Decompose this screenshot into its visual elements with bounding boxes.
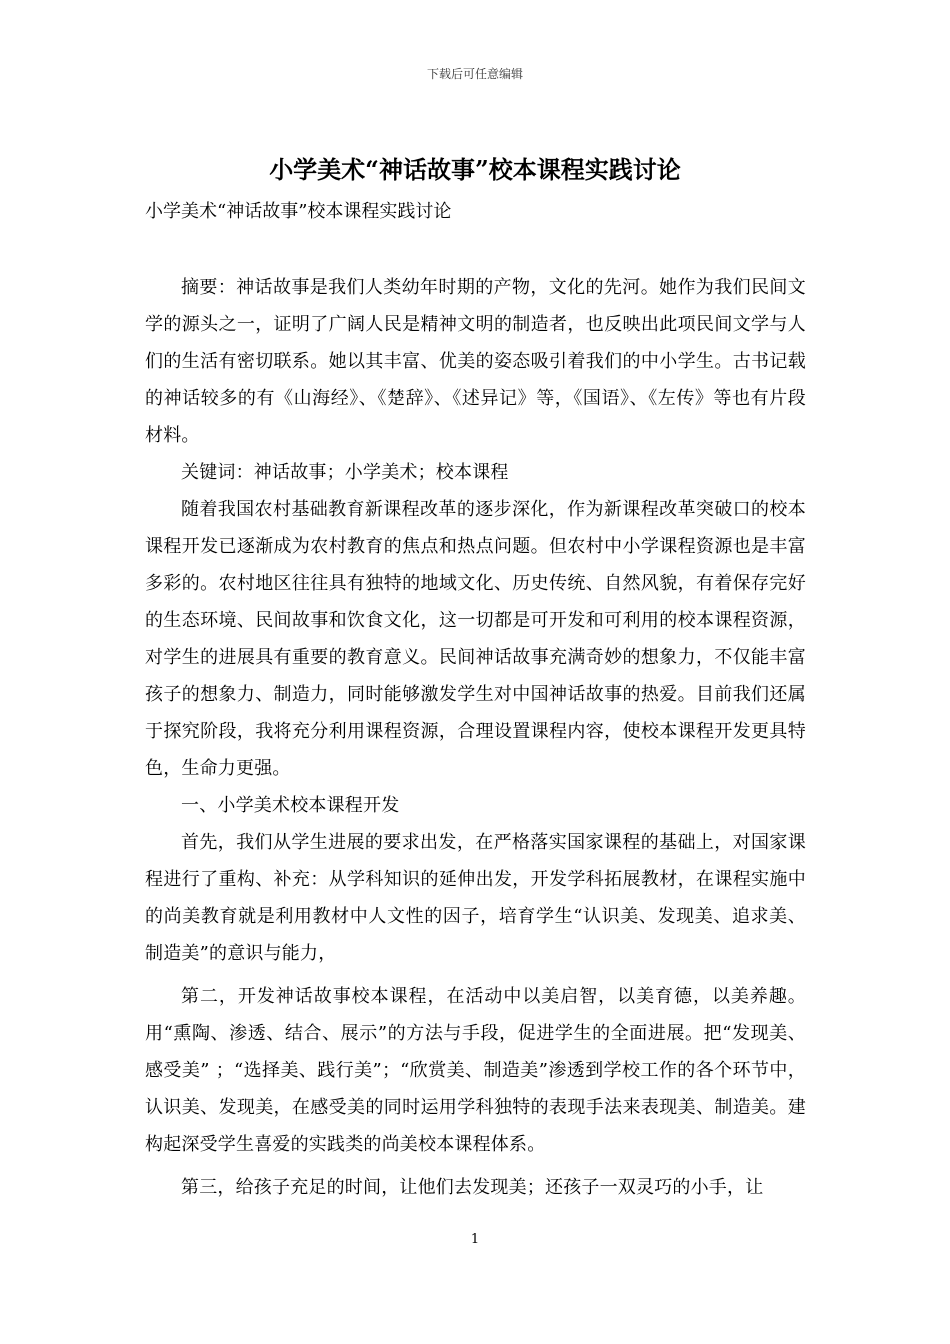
keywords-paragraph: 关键词：神话故事；小学美术；校本课程 — [181, 462, 509, 483]
abstract-paragraph: 摘要：神话故事是我们人类幼年时期的产物，文化的先河。她作为我们民间文学的源头之一，证明了广阔人民是精神文明的制造者，也反映出此项民间文学与人们的生活有密切联系。她以其丰富、优美的姿态吸引着我们的中小学生。古书记载的神话较多的有《山海经》、《楚辞》、《述异记》等，《国语》、《左传》等也有片段材料。 — [145, 277, 806, 446]
document-subtitle: 小学美术“神话故事”校本课程实践讨论 — [145, 201, 452, 222]
document-body — [145, 269, 806, 1206]
section-heading: 一、小学美术校本课程开发 — [181, 795, 400, 816]
body-paragraph: 第二，开发神话故事校本课程，在活动中以美启智，以美育德，以美养趣。用“熏陶、渗透、结合、展示”的方法与手段，促进学生的全面进展。把“发现美、感受美” ；“选择美、践行美”；“欣赏美、制造美”渗透到学校工作的各个环节中，认识美、发现美，在感受美的同时运用学科独特的表现手法来表现美、制造美。建构起深受学生喜爱的实践类的尚美校本课程体系。 — [145, 986, 806, 1155]
body-paragraph: 随着我国农村基础教育新课程改革的逐步深化，作为新课程改革突破口的校本课程开发已逐渐成为农村教育的焦点和热点问题。但农村中小学课程资源也是丰富多彩的。农村地区往往具有独特的地域文化、历史传统、自然风貌，有着保存完好的生态环境、民间故事和饮食文化，这一切都是可开发和可利用的校本课程资源，对学生的进展具有重要的教育意义。民间神话故事充满奇妙的想象力，不仅能丰富孩子的想象力、制造力，同时能够激发学生对中国神话故事的热爱。目前我们还属于探究阶段，我将充分利用课程资源，合理设置课程内容，使校本课程开发更具特色，生命力更强。 — [145, 499, 806, 779]
body-paragraph: 首先，我们从学生进展的要求出发，在严格落实国家课程的基础上，对国家课程进行了重构、补充：从学科知识的延伸出发，开发学科拓展教材，在课程实施中的尚美教育就是利用教材中人文性的因子，培育学生“认识美、发现美、追求美、制造美”的意识与能力， — [145, 832, 806, 964]
page-number: 1 — [470, 1232, 480, 1247]
body-paragraph: 第三，给孩子充足的时间，让他们去发现美；还孩子一双灵巧的小手，让 — [181, 1177, 764, 1198]
header-note: 下载后可任意编辑 — [426, 67, 523, 81]
document-title: 小学美术“神话故事”校本课程实践讨论 — [269, 155, 681, 184]
